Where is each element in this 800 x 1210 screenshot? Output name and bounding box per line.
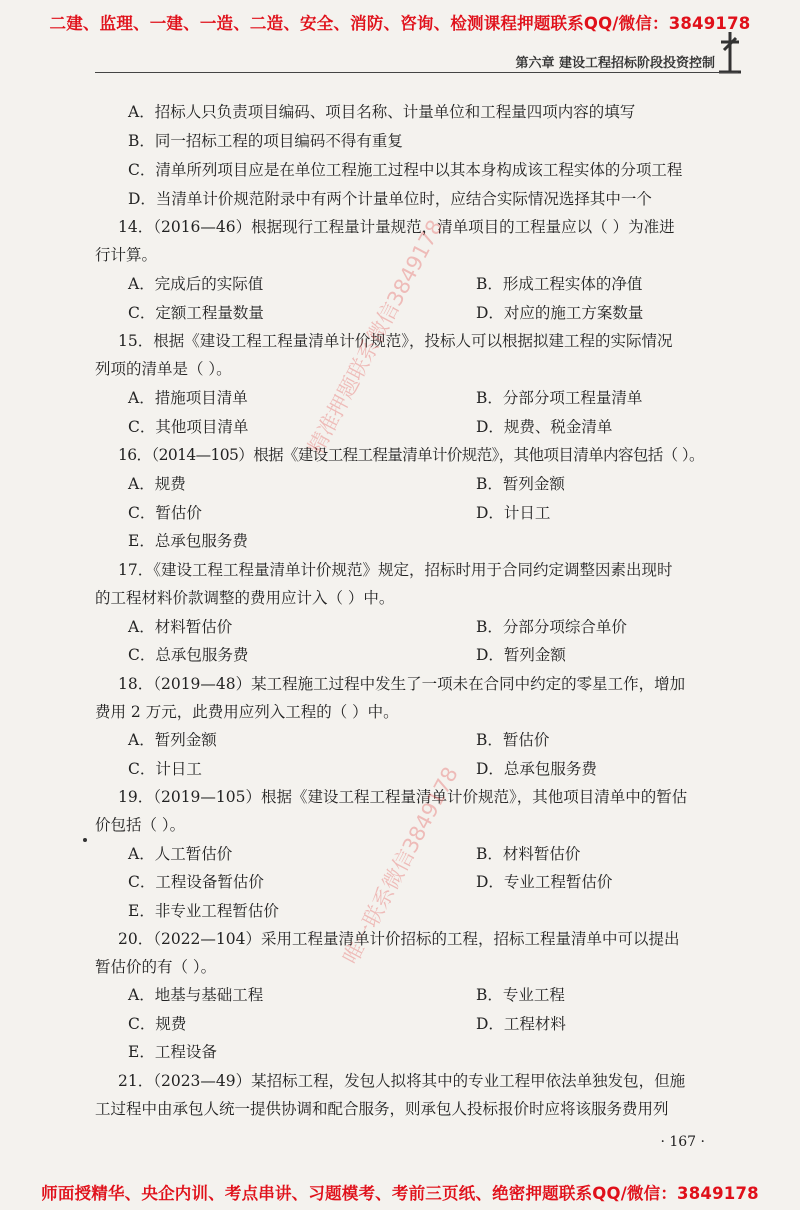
option-line: A．招标人只负责项目编码、项目名称、计量单位和工程量四项内容的填写: [128, 103, 636, 121]
question-line: 17．《建设工程工程量清单计价规范》规定，招标时用于合同约定调整因素出现时: [118, 561, 673, 579]
option-line: C．工程设备暂估价: [128, 873, 264, 891]
option-line: B．形成工程实体的净值: [476, 275, 643, 293]
question-line: 工过程中由承包人统一提供协调和配合服务，则承包人投标报价时应将该服务费用列: [95, 1100, 669, 1118]
question-line: 16．（2014—105）根据《建设工程工程量清单计价规范》，其他项目清单内容包括（ ）。: [118, 446, 704, 464]
option-line: B．暂估价: [476, 731, 550, 749]
question-line: 21．（2023—49）某招标工程，发包人拟将其中的专业工程甲依法单独发包，但施: [118, 1072, 686, 1090]
header-rule: [95, 72, 738, 73]
option-line: E．非专业工程暂估价: [128, 902, 279, 920]
option-line: B．材料暂估价: [476, 845, 581, 863]
option-line: D．对应的施工方案数量: [476, 304, 644, 322]
question-line: 15．根据《建设工程工程量清单计价规范》，投标人可以根据拟建工程的实际情况: [118, 332, 673, 350]
option-line: C．规费: [128, 1015, 187, 1033]
option-line: E．工程设备: [128, 1043, 217, 1061]
question-line: 的工程材料价款调整的费用应计入（ ）中。: [95, 589, 395, 607]
option-line: A．措施项目清单: [128, 389, 248, 407]
option-line: A．人工暂估价: [128, 845, 233, 863]
watermark-lower: 唯一联系微信3849178: [338, 763, 463, 969]
option-line: D．规费、税金清单: [476, 418, 613, 436]
option-line: C．定额工程量数量: [128, 304, 264, 322]
question-line: 19．（2019—105）根据《建设工程工程量清单计价规范》，其他项目清单中的暂估: [118, 788, 688, 806]
option-line: B．暂列金额: [476, 475, 565, 493]
option-line: A．地基与基础工程: [128, 986, 264, 1004]
option-line: C．清单所列项目应是在单位工程施工过程中以其本身构成该工程实体的分项工程: [128, 161, 683, 179]
question-line: 价包括（ ）。: [95, 816, 186, 834]
option-line: C．其他项目清单: [128, 418, 249, 436]
option-line: E．总承包服务费: [128, 532, 248, 550]
option-line: C．暂估价: [128, 504, 202, 522]
option-line: A．暂列金额: [128, 731, 217, 749]
question-line: 18．（2019—48）某工程施工过程中发生了一项未在合同中约定的零星工作，增加: [118, 675, 686, 693]
option-line: C．总承包服务费: [128, 646, 249, 664]
question-line: 列项的清单是（ ）。: [95, 360, 232, 378]
option-line: A．规费: [128, 475, 186, 493]
option-line: D．专业工程暂估价: [476, 873, 613, 891]
option-line: D．暂列金额: [476, 646, 566, 664]
page-number: · 167 ·: [660, 1134, 705, 1150]
question-line: 14．（2016—46）根据现行工程量计量规范，清单项目的工程量应以（ ）为准进: [118, 218, 675, 236]
option-line: D．总承包服务费: [476, 760, 597, 778]
logo-icon: [715, 30, 745, 74]
chapter-title: 第六章 建设工程招标阶段投资控制: [515, 56, 715, 71]
option-line: A．完成后的实际值: [128, 275, 264, 293]
watermark-upper: 精准押题联系微信3849178: [303, 215, 448, 459]
option-line: A．材料暂估价: [128, 618, 233, 636]
option-line: B．专业工程: [476, 986, 565, 1004]
option-line: B．分部分项综合单价: [476, 618, 627, 636]
bottom-promo-banner: 师面授精华、央企内训、考点串讲、习题模考、考前三页纸、绝密押题联系QQ/微信：3849178: [41, 1184, 759, 1203]
question-line: 费用 2 万元，此费用应列入工程的（ ）中。: [95, 703, 399, 721]
option-line: B．同一招标工程的项目编码不得有重复: [128, 132, 403, 150]
question-line: 暂估价的有（ ）。: [95, 958, 217, 976]
top-promo-banner: 二建、监理、一建、一造、二造、安全、消防、咨询、检测课程押题联系QQ/微信：3849178: [49, 14, 751, 33]
option-line: B．分部分项工程量清单: [476, 389, 643, 407]
option-line: D．当清单计价规范附录中有两个计量单位时，应结合实际情况选择其中一个: [128, 190, 652, 208]
question-line: 行计算。: [95, 246, 158, 264]
question-line: 20．（2022—104）采用工程量清单计价招标的工程，招标工程量清单中可以提出: [118, 930, 680, 948]
option-line: C．计日工: [128, 760, 202, 778]
option-line: D．计日工: [476, 504, 551, 522]
scan-speck: [83, 838, 87, 842]
option-line: D．工程材料: [476, 1015, 566, 1033]
